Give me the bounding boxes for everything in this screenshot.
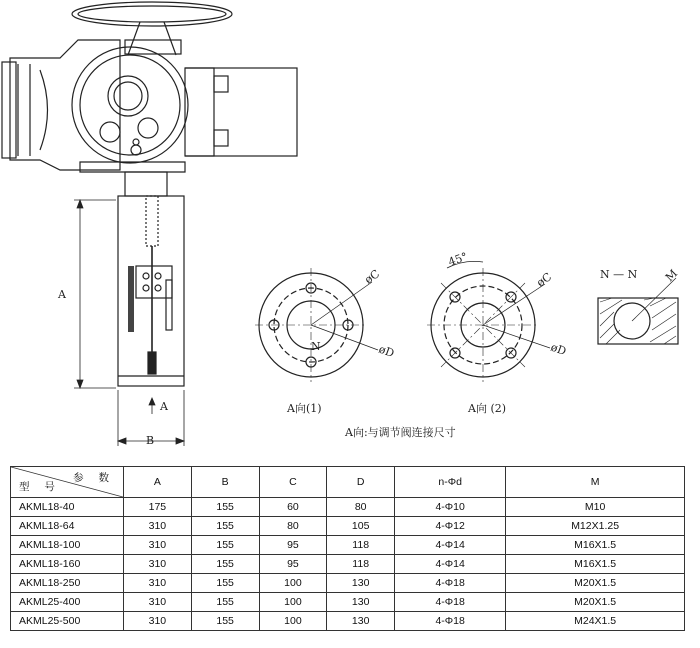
value-cell: 118: [327, 536, 395, 555]
model-cell: AKML18-100: [11, 536, 124, 555]
value-cell: 4-Φ12: [395, 517, 506, 536]
table-row: [11, 612, 685, 631]
header-d: D: [327, 467, 395, 498]
value-cell: 60: [259, 498, 327, 517]
view2-dia-d: øD: [548, 340, 568, 359]
section-n-n: [598, 278, 678, 344]
value-cell: 310: [124, 593, 192, 612]
value-cell: 4-Φ14: [395, 536, 506, 555]
model-cell: AKML18-160: [11, 555, 124, 574]
table-row: [11, 555, 685, 574]
value-cell: 100: [259, 593, 327, 612]
value-cell: 155: [191, 555, 259, 574]
table-row: [11, 574, 685, 593]
flange-view-2: [427, 261, 550, 382]
value-cell: 95: [259, 536, 327, 555]
value-cell: 155: [191, 574, 259, 593]
value-cell: M16X1.5: [506, 536, 685, 555]
header-c: C: [259, 467, 327, 498]
value-cell: M24X1.5: [506, 612, 685, 631]
value-cell: M20X1.5: [506, 574, 685, 593]
value-cell: M20X1.5: [506, 593, 685, 612]
header-m: M: [506, 467, 685, 498]
view1-label: A向(1): [287, 402, 322, 415]
flange-view-1: [255, 268, 378, 382]
corner-model-label: 型 号: [19, 481, 61, 493]
value-cell: 105: [327, 517, 395, 536]
view2-dia-c: øC: [534, 270, 555, 290]
table-row: [11, 593, 685, 612]
dimension-a-label: A: [58, 288, 66, 301]
value-cell: 155: [191, 498, 259, 517]
header-n-d: n-Φd: [395, 467, 506, 498]
actuator-illustration: [2, 2, 297, 386]
spec-table: [10, 466, 685, 631]
value-cell: 80: [259, 517, 327, 536]
value-cell: 130: [327, 593, 395, 612]
table-row: [11, 536, 685, 555]
model-cell: AKML25-400: [11, 593, 124, 612]
value-cell: 310: [124, 612, 192, 631]
value-cell: M10: [506, 498, 685, 517]
view1-dia-d: øD: [376, 342, 396, 361]
value-cell: 100: [259, 612, 327, 631]
view-arrow-label: A: [160, 400, 168, 413]
value-cell: 310: [124, 536, 192, 555]
value-cell: 4-Φ14: [395, 555, 506, 574]
value-cell: 310: [124, 555, 192, 574]
value-cell: 4-Φ18: [395, 593, 506, 612]
model-cell: AKML18-64: [11, 517, 124, 536]
model-cell: AKML25-500: [11, 612, 124, 631]
value-cell: 310: [124, 574, 192, 593]
section-title: N — N: [600, 268, 638, 281]
value-cell: M12X1.25: [506, 517, 685, 536]
section-thread-label: M: [662, 266, 681, 285]
value-cell: 130: [327, 574, 395, 593]
value-cell: 310: [124, 517, 192, 536]
view2-label: A向 (2): [468, 402, 507, 415]
value-cell: 118: [327, 555, 395, 574]
value-cell: 155: [191, 612, 259, 631]
value-cell: 4-Φ10: [395, 498, 506, 517]
value-cell: 155: [191, 593, 259, 612]
table-corner-cell: [11, 467, 124, 498]
view1-center-mark: N: [311, 340, 321, 353]
header-b: B: [191, 467, 259, 498]
value-cell: 4-Φ18: [395, 574, 506, 593]
value-cell: 175: [124, 498, 192, 517]
value-cell: 80: [327, 498, 395, 517]
connection-caption: A向:与调节阀连接尺寸: [345, 426, 456, 439]
model-cell: AKML18-250: [11, 574, 124, 593]
value-cell: M16X1.5: [506, 555, 685, 574]
value-cell: 155: [191, 517, 259, 536]
table-row: [11, 517, 685, 536]
value-cell: 130: [327, 612, 395, 631]
value-cell: 100: [259, 574, 327, 593]
view2-angle: 45°: [446, 249, 470, 269]
dimension-b-label: B: [146, 434, 155, 447]
value-cell: 95: [259, 555, 327, 574]
header-a: A: [124, 467, 192, 498]
table-header-row: [11, 467, 685, 498]
table-row: [11, 498, 685, 517]
corner-params-label: 参 数: [73, 472, 115, 484]
value-cell: 4-Φ18: [395, 612, 506, 631]
dimension-a: [74, 200, 116, 388]
view1-dia-c: øC: [362, 267, 383, 287]
value-cell: 155: [191, 536, 259, 555]
model-cell: AKML18-40: [11, 498, 124, 517]
